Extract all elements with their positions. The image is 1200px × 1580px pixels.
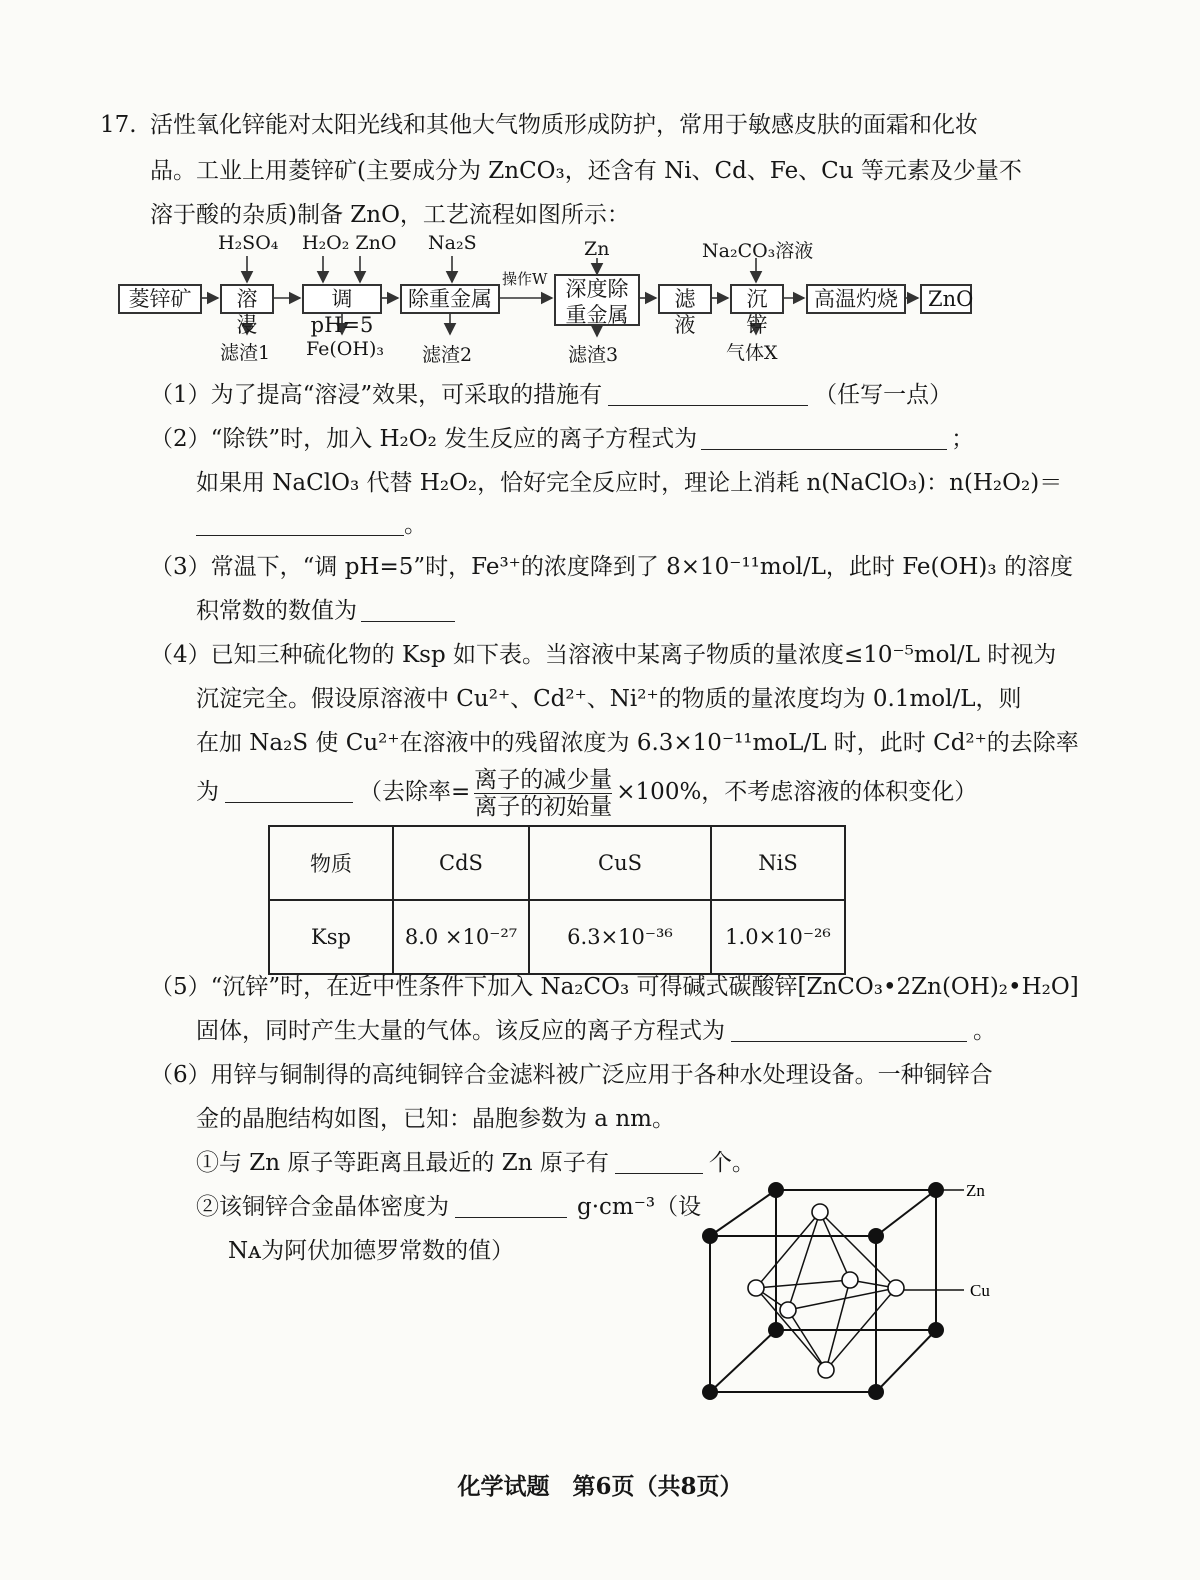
flow-box-leach: 溶浸 xyxy=(220,284,274,314)
answer-blank-2b[interactable] xyxy=(196,513,404,536)
fraction-numerator: 离子的减少量 xyxy=(474,766,613,793)
part-4-label: （4） xyxy=(150,642,211,668)
part-3-line-2 xyxy=(196,596,455,626)
answer-blank-1[interactable] xyxy=(608,383,808,406)
part-6-question-1 xyxy=(196,1148,755,1178)
part-5-tail: 。 xyxy=(973,1018,996,1044)
part-4-text-4-pre: 为 xyxy=(196,779,219,805)
part-6-question-2 xyxy=(196,1192,701,1222)
part-2-label: （2） xyxy=(150,426,211,452)
part-6-q1-pre: ①与 Zn 原子等距离且最近的 Zn 原子有 xyxy=(196,1150,609,1176)
part-5-text-2: 固体，同时产生大量的气体。该反应的离子方程式为 xyxy=(196,1018,725,1044)
intro-line-2: 品。工业上用菱锌矿(主要成分为 ZnCO₃，还含有 Ni、Cd、Fe、Cu 等元素及少量不 xyxy=(150,158,1022,184)
part-4-line-3: 在加 Na₂S 使 Cu²⁺在溶液中的残留浓度为 6.3×10⁻¹¹moL/L 时，此时 Cd²⁺的去除率 xyxy=(196,730,1079,756)
table-cell-cus-ksp: 6.3×10⁻³⁶ xyxy=(529,900,711,974)
process-flow-chart xyxy=(110,228,990,378)
part-6-q2-pre: ②该铜锌合金晶体密度为 xyxy=(196,1194,449,1220)
table-cell-nis-ksp: 1.0×10⁻²⁶ xyxy=(711,900,845,974)
answer-blank-5[interactable] xyxy=(731,1019,967,1042)
input-na2co3: Na₂CO₃溶液 xyxy=(702,240,814,262)
part-4-line-1 xyxy=(150,640,1056,670)
answer-blank-3[interactable] xyxy=(361,599,455,622)
flow-box-ore: 菱锌矿 xyxy=(118,284,202,314)
part-6-q2-post: g·cm⁻³（设 xyxy=(577,1194,702,1220)
removal-rate-fraction xyxy=(474,767,612,820)
answer-blank-4[interactable] xyxy=(225,780,353,803)
part-2-text-1: “除铁”时，加入 H₂O₂ 发生反应的离子方程式为 xyxy=(210,426,698,452)
part-6-label: （6） xyxy=(150,1062,211,1088)
flow-box-product: ZnO xyxy=(920,284,972,314)
part-6-question-2-line-2: Nᴀ为阿伏加德罗常数的值） xyxy=(228,1238,515,1264)
ksp-table xyxy=(268,825,846,975)
table-row-label-ksp: Ksp xyxy=(269,900,393,974)
input-h2o2-zno: H₂O₂ ZnO xyxy=(302,232,397,254)
part-1-label: （1） xyxy=(150,382,211,408)
crystal-cell-diagram xyxy=(690,1170,1010,1410)
part-2-tail-3: 。 xyxy=(404,512,427,538)
part-3-label: （3） xyxy=(150,554,211,580)
output-residue-1: 滤渣1 xyxy=(220,342,271,364)
flow-box-remove-metal: 除重金属 xyxy=(400,284,500,314)
page-footer: 化学试题 第6页（共8页） xyxy=(457,1473,743,1500)
part-6-line-2: 金的晶胞结构如图，已知：晶胞参数为 a nm。 xyxy=(196,1106,675,1132)
flow-box-filtrate: 滤液 xyxy=(658,284,712,314)
part-1-text: 为了提高“溶浸”效果，可采取的措施有 xyxy=(210,382,603,408)
part-5-label: （5） xyxy=(150,974,211,1000)
part-5-line-1 xyxy=(150,972,1079,1002)
part-2-tail-1: ； xyxy=(951,426,975,452)
table-header-substance: 物质 xyxy=(269,826,393,900)
part-3-line-1 xyxy=(150,552,1073,582)
part-4-line-4 xyxy=(196,764,977,820)
operation-w: 操作W xyxy=(502,270,548,288)
part-4-text-4-post: ×100%，不考虑溶液的体积变化） xyxy=(616,779,978,805)
table-cell-cds-ksp: 8.0 ×10⁻²⁷ xyxy=(393,900,529,974)
fraction-denominator: 离子的初始量 xyxy=(474,793,613,820)
answer-blank-2a[interactable] xyxy=(701,427,947,450)
flow-box-calcine: 高温灼烧 xyxy=(806,284,906,314)
part-4-text-4-mid: （去除率= xyxy=(359,779,471,805)
answer-blank-6b[interactable] xyxy=(455,1195,567,1218)
table-row xyxy=(269,900,845,974)
input-zn: Zn xyxy=(584,238,610,260)
part-6-text-1: 用锌与铜制得的高纯铜锌合金滤料被广泛应用于各种水处理设备。一种铜锌合 xyxy=(210,1062,993,1088)
table-row xyxy=(269,826,845,900)
output-residue-3: 滤渣3 xyxy=(568,344,619,366)
part-1-tail: （任写一点） xyxy=(814,382,953,408)
part-3-text-1: 常温下，“调 pH=5”时，Fe³⁺的浓度降到了 8×10⁻¹¹mol/L，此时 Fe(OH)₃ 的溶度 xyxy=(210,554,1073,580)
output-residue-2: 滤渣2 xyxy=(422,344,473,366)
part-2-line-2: 如果用 NaClO₃ 代替 H₂O₂，恰好完全反应时，理论上消耗 n(NaClO₃)：n(H₂O₂)＝ xyxy=(196,470,1063,496)
flow-box-precipitate-zinc: 沉锌 xyxy=(730,284,784,314)
input-h2so4: H₂SO₄ xyxy=(218,232,279,254)
input-na2s: Na₂S xyxy=(428,232,477,254)
part-1 xyxy=(150,380,952,410)
intro-line-1: 活性氧化锌能对太阳光线和其他大气物质形成防护，常用于敏感皮肤的面霜和化妆 xyxy=(150,112,978,138)
question-number: 17. xyxy=(100,112,137,138)
part-6-line-1 xyxy=(150,1060,993,1090)
part-6-q1-post: 个。 xyxy=(708,1150,755,1176)
part-2-line-3 xyxy=(196,510,427,540)
flow-box-ph: 调pH=5 xyxy=(302,284,382,314)
part-3-text-2: 积常数的数值为 xyxy=(196,598,357,624)
table-header-cus: CuS xyxy=(529,826,711,900)
table-header-cds: CdS xyxy=(393,826,529,900)
cu-label: Cu xyxy=(970,1281,990,1300)
flow-box-deep-remove: 深度除重金属 xyxy=(554,274,640,326)
output-feoh3: Fe(OH)₃ xyxy=(306,338,384,360)
zn-label: Zn xyxy=(966,1181,985,1200)
table-header-nis: NiS xyxy=(711,826,845,900)
part-5-line-2 xyxy=(196,1016,996,1046)
intro-line-3: 溶于酸的杂质)制备 ZnO，工艺流程如图所示： xyxy=(150,202,630,228)
part-4-line-2: 沉淀完全。假设原溶液中 Cu²⁺、Cd²⁺、Ni²⁺的物质的量浓度均为 0.1mol/L，则 xyxy=(196,686,1022,712)
output-gas-x: 气体X xyxy=(726,342,778,364)
part-2-line-1 xyxy=(150,424,974,454)
part-4-text-1: 已知三种硫化物的 Ksp 如下表。当溶液中某离子物质的量浓度≤10⁻⁵mol/L 时视为 xyxy=(210,642,1057,668)
part-5-text-1: “沉锌”时，在近中性条件下加入 Na₂CO₃ 可得碱式碳酸锌[ZnCO₃•2Zn(OH)₂•H₂O] xyxy=(210,974,1079,1000)
